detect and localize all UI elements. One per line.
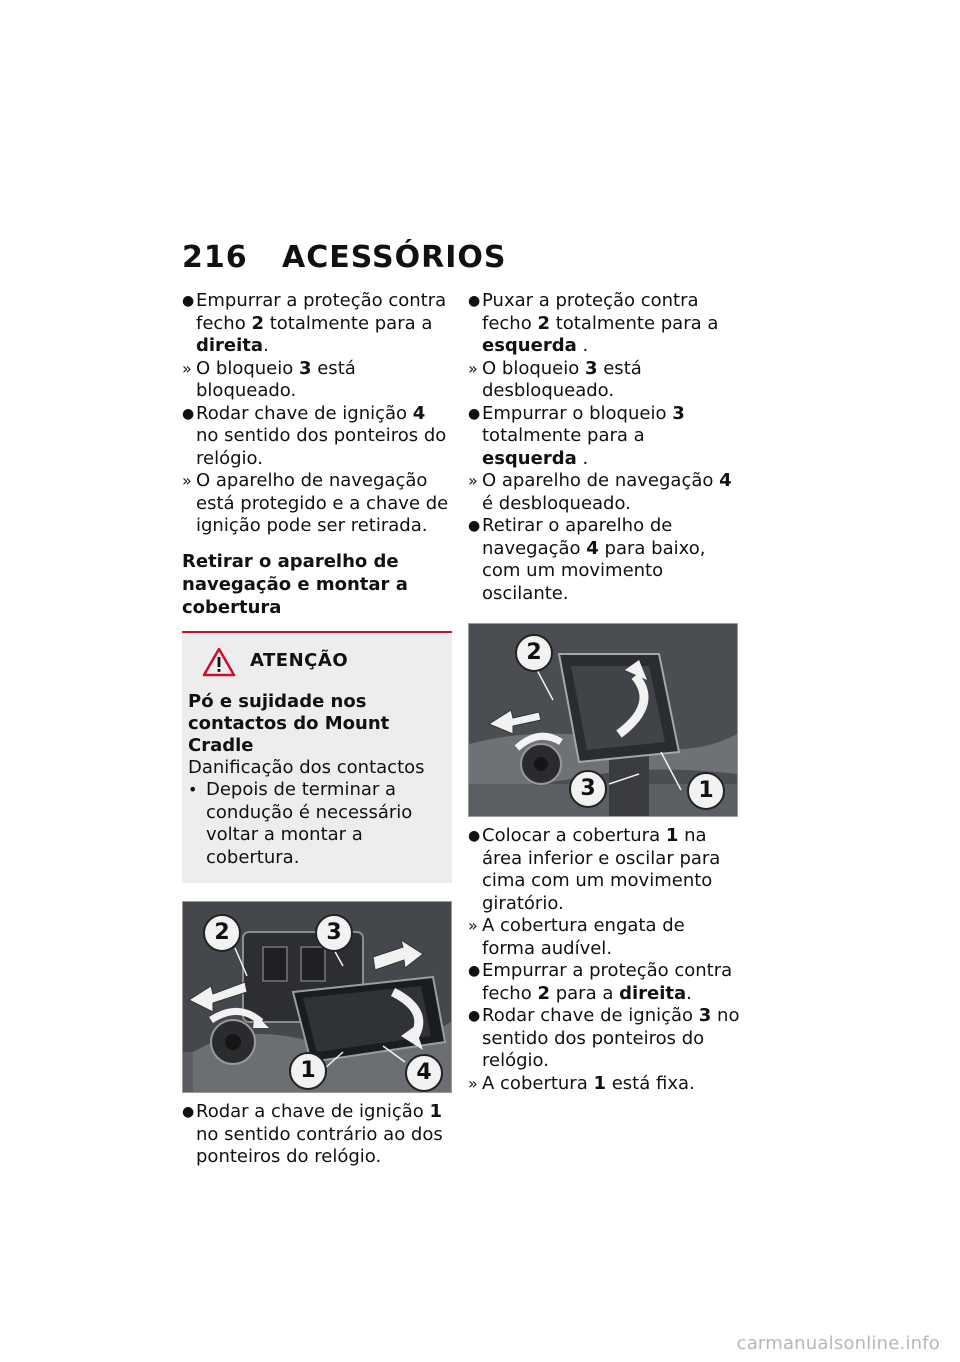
- step-text: Empurrar a proteção contra fecho: [196, 290, 447, 334]
- figure-mount-cover: [468, 623, 738, 817]
- step-text: para baixo, com um movimento oscilante.: [482, 537, 706, 604]
- bullet-marker: ●: [468, 405, 481, 422]
- step-text: é desbloqueado.: [482, 492, 631, 514]
- result-marker: »: [468, 471, 478, 490]
- warning-action-text: Depois de terminar a condução é necessário voltar a montar a cobertura.: [206, 779, 413, 868]
- step-text: está desbloqueado.: [482, 357, 642, 401]
- callout-4: 4: [405, 1054, 443, 1092]
- bullet-marker: ●: [468, 518, 481, 534]
- step-reference: 2: [537, 312, 550, 334]
- step-text: Rodar a chave de ignição: [196, 1101, 430, 1122]
- instruction-step: [468, 515, 740, 605]
- step-reference: 4: [412, 402, 426, 424]
- instruction-step: [468, 825, 740, 915]
- warning-bullet-marker: •: [188, 780, 198, 799]
- left-steps-after: [182, 1101, 452, 1169]
- instruction-step: [182, 1101, 452, 1169]
- warning-header: [188, 647, 440, 677]
- step-text: Rodar chave de ignição: [196, 402, 413, 424]
- bullet-marker: ●: [182, 405, 195, 422]
- step-reference: 3: [584, 357, 598, 379]
- left-steps-before: [182, 290, 452, 538]
- step-reference: 1: [429, 1101, 443, 1122]
- right-column: [468, 290, 740, 1095]
- callout-1: 1: [687, 772, 725, 810]
- step-reference: esquerda: [482, 335, 577, 356]
- step-reference: 4: [719, 470, 732, 491]
- callout-1: 1: [289, 1052, 327, 1090]
- step-text: O bloqueio: [196, 357, 299, 379]
- right-steps-after: [468, 825, 740, 1095]
- step-text: para a: [549, 982, 620, 1004]
- subheading: Retirar o aparelho de navegação e montar a cobertura: [182, 550, 408, 618]
- step-text: .: [263, 335, 269, 356]
- step-reference: 4: [586, 537, 599, 559]
- instruction-result: [182, 358, 452, 403]
- instruction-step: [182, 403, 452, 471]
- callout-2: 2: [515, 634, 553, 672]
- callout-3: 3: [569, 770, 607, 808]
- callout-3: 3: [315, 914, 353, 952]
- step-reference: 3: [672, 402, 685, 424]
- warning-consequence: Danificação dos contactos: [188, 756, 425, 778]
- warning-box: [182, 631, 452, 884]
- section-title: ACESSÓRIOS: [282, 240, 507, 275]
- warning-subject: Pó e sujidade nos contactos do Mount Cradle: [188, 690, 390, 756]
- step-text: O aparelho de navegação está protegido e a chave de ignição pode ser retirada.: [196, 470, 449, 536]
- bullet-marker: ●: [468, 1008, 481, 1024]
- step-text: está bloqueado.: [196, 357, 356, 401]
- step-reference: 1: [665, 825, 679, 846]
- watermark: carmanualsonline.info: [736, 1333, 940, 1354]
- step-text: totalmente para a: [549, 312, 719, 334]
- instruction-result: [468, 1073, 740, 1096]
- warning-action: [188, 779, 440, 869]
- left-column: [182, 290, 452, 1169]
- right-steps-before: [468, 290, 740, 605]
- instruction-result: [182, 470, 452, 538]
- step-text: no sentido dos ponteiros do relógio.: [482, 1005, 740, 1071]
- step-text: na área inferior e oscilar para cima com um movimento giratório.: [482, 825, 721, 914]
- step-text: A cobertura engata de forma audível.: [482, 915, 685, 959]
- step-text: Retirar o aparelho de navegação: [482, 515, 673, 559]
- instruction-result: [468, 358, 740, 403]
- step-reference: 2: [251, 312, 264, 334]
- step-reference: direita: [196, 335, 264, 356]
- step-text: A cobertura: [482, 1072, 594, 1094]
- instruction-result: [468, 915, 740, 960]
- instruction-step: [182, 290, 452, 358]
- page-header: [182, 240, 506, 280]
- step-text: no sentido contrário ao dos ponteiros do relógio.: [196, 1123, 443, 1167]
- warning-title: ATENÇÃO: [250, 650, 349, 672]
- step-reference: 1: [593, 1072, 606, 1094]
- bullet-marker: ●: [182, 1104, 195, 1120]
- step-reference: direita: [619, 982, 687, 1004]
- instruction-step: [468, 290, 740, 358]
- callout-2: 2: [203, 914, 241, 952]
- step-reference: esquerda: [482, 447, 577, 469]
- step-text: Colocar a cobertura: [482, 825, 666, 846]
- instruction-step: [468, 960, 740, 1005]
- step-reference: 3: [298, 357, 312, 379]
- result-marker: »: [182, 358, 192, 378]
- bullet-marker: ●: [468, 963, 481, 979]
- bullet-marker: ●: [182, 293, 195, 309]
- step-text: está fixa.: [606, 1072, 695, 1094]
- step-text: .: [576, 335, 589, 356]
- step-text: O aparelho de navegação: [482, 470, 720, 491]
- step-text: Empurrar a proteção contra fecho: [482, 960, 733, 1004]
- bullet-marker: ●: [468, 293, 481, 309]
- step-text: .: [576, 447, 589, 469]
- step-reference: 3: [698, 1005, 712, 1026]
- result-marker: »: [468, 358, 478, 378]
- instruction-result: [468, 470, 740, 515]
- step-text: totalmente para a: [482, 425, 645, 446]
- step-text: totalmente para a: [263, 312, 433, 334]
- warning-triangle-icon: [202, 647, 236, 677]
- step-text: Rodar chave de ignição: [482, 1005, 699, 1026]
- instruction-step: [468, 1005, 740, 1073]
- result-marker: »: [182, 471, 192, 490]
- step-reference: 2: [537, 982, 550, 1004]
- result-marker: »: [468, 1073, 478, 1093]
- instruction-step: [468, 403, 740, 471]
- result-marker: »: [468, 916, 478, 935]
- page-number: 216: [182, 240, 248, 275]
- step-text: O bloqueio: [482, 357, 585, 379]
- step-text: Puxar a proteção contra fecho: [482, 290, 699, 334]
- step-text: .: [686, 982, 692, 1004]
- step-text: Empurrar o bloqueio: [482, 402, 673, 424]
- figure-remove-device: [182, 901, 452, 1093]
- bullet-marker: ●: [468, 828, 481, 844]
- step-text: no sentido dos ponteiros do relógio.: [196, 425, 447, 469]
